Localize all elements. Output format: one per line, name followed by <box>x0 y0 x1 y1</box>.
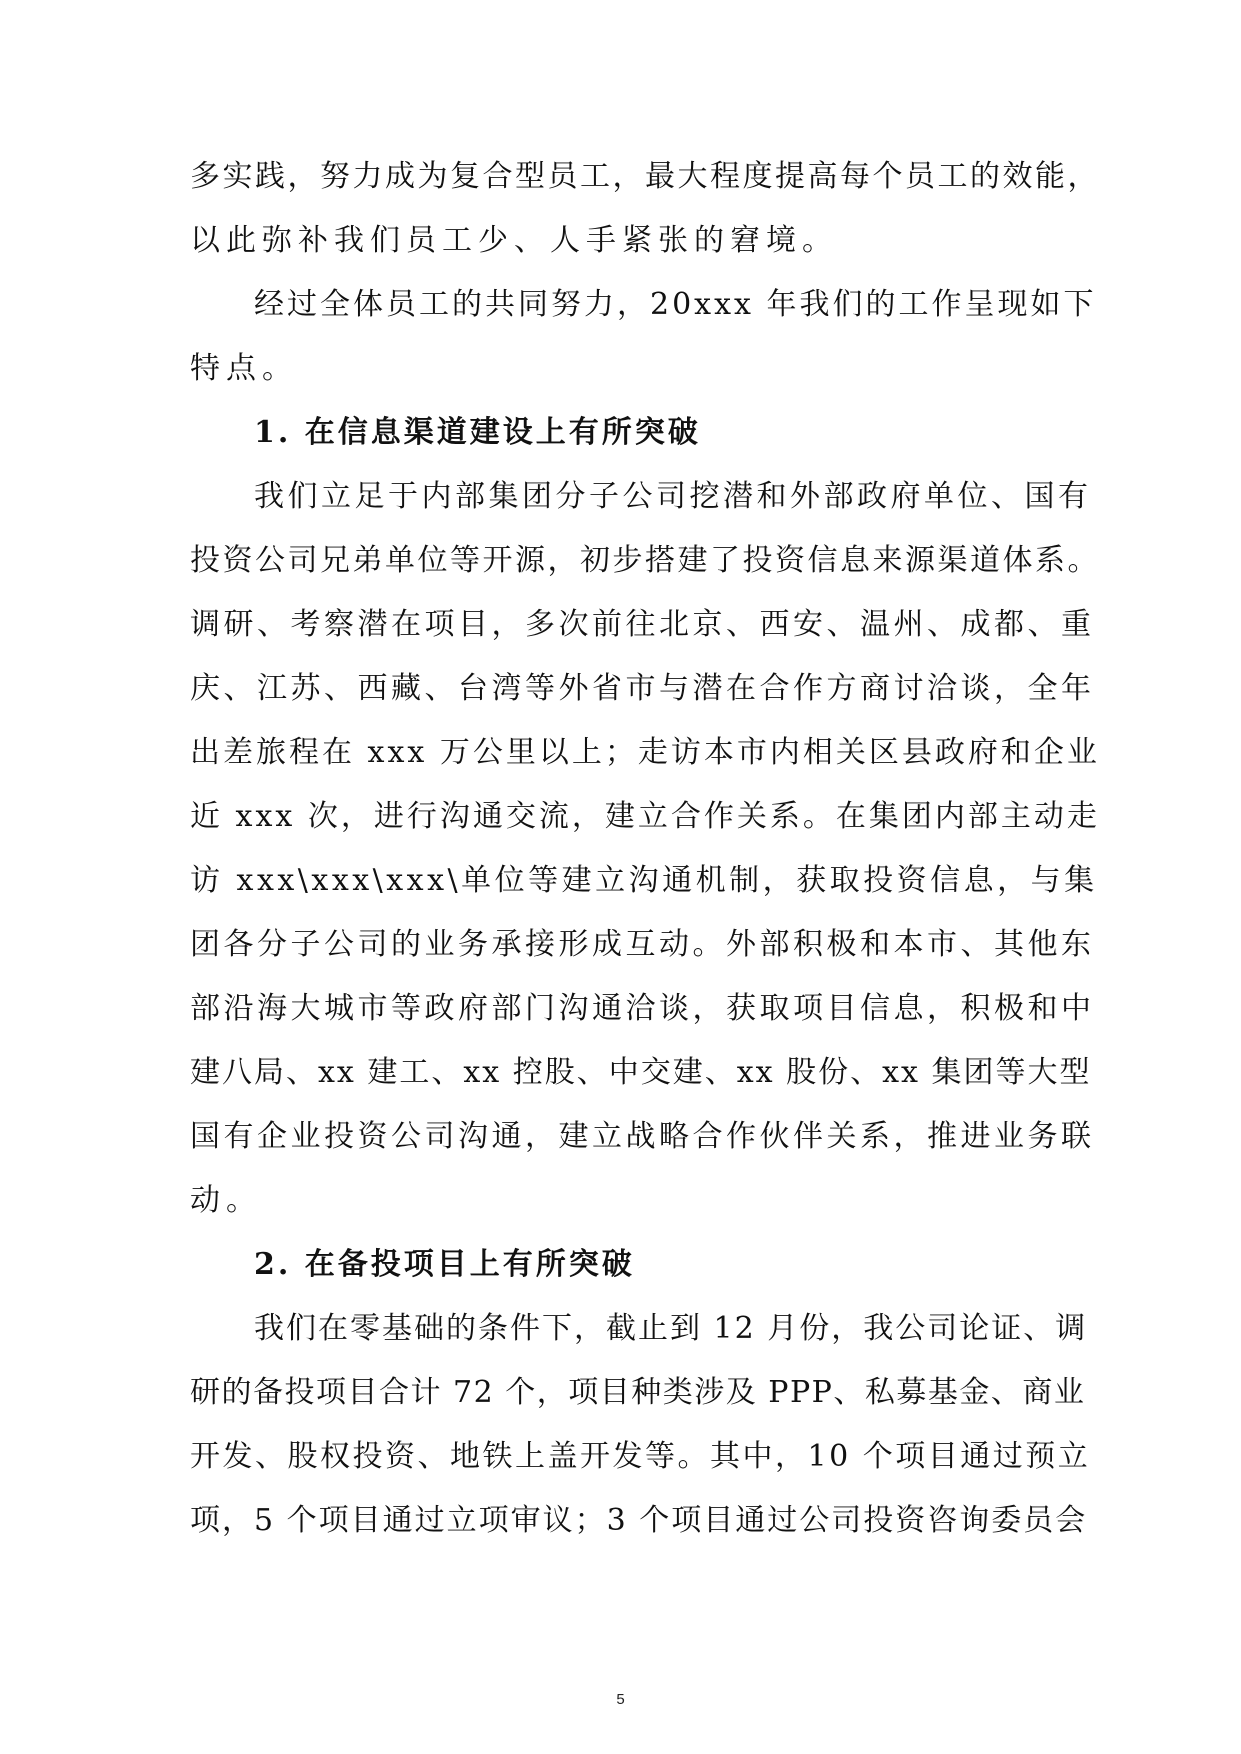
body-line: 研的备投项目合计 72 个，项目种类涉及 PPP、私募基金、商业 <box>190 1375 1086 1410</box>
body-line: 我们立足于内部集团分子公司挖潜和外部政府单位、国有 <box>254 479 1092 514</box>
body-line: 项，5 个项目通过立项审议；3 个项目通过公司投资咨询委员会 <box>190 1503 1088 1538</box>
body-line: 建八局、xx 建工、xx 控股、中交建、xx 股份、xx 集团等大型 <box>190 1055 1092 1090</box>
body-line: 部沿海大城市等政府部门沟通洽谈，获取项目信息，积极和中 <box>190 991 1095 1026</box>
body-line: 近 xxx 次，进行沟通交流，建立合作关系。在集团内部主动走 <box>190 799 1100 834</box>
section-heading-2: 2. 在备投项目上有所突破 <box>254 1247 635 1282</box>
body-line: 动。 <box>190 1183 262 1218</box>
body-line: 访 xxx\xxx\xxx\单位等建立沟通机制，获取投资信息，与集 <box>190 863 1098 898</box>
body-line: 多实践，努力成为复合型员工，最大程度提高每个员工的效能， <box>190 159 1100 194</box>
body-line: 投资公司兄弟单位等开源，初步搭建了投资信息来源渠道体系。 <box>190 543 1100 578</box>
page-number: 5 <box>616 1691 625 1708</box>
section-heading-1: 1. 在信息渠道建设上有所突破 <box>254 415 701 450</box>
body-line: 团各分子公司的业务承接形成互动。外部积极和本市、其他东 <box>190 927 1095 962</box>
body-line: 我们在零基础的条件下，截止到 12 月份，我公司论证、调 <box>254 1311 1088 1346</box>
body-line: 经过全体员工的共同努力，20xxx 年我们的工作呈现如下 <box>254 287 1097 322</box>
body-line: 庆、江苏、西藏、台湾等外省市与潜在合作方商讨洽谈，全年 <box>190 671 1095 706</box>
body-line: 出差旅程在 xxx 万公里以上；走访本市内相关区县政府和企业 <box>190 735 1100 770</box>
body-line: 国有企业投资公司沟通，建立战略合作伙伴关系，推进业务联 <box>190 1119 1095 1154</box>
body-line: 特点。 <box>190 351 298 386</box>
body-line: 调研、考察潜在项目，多次前往北京、西安、温州、成都、重 <box>190 607 1095 642</box>
body-line: 开发、股权投资、地铁上盖开发等。其中，10 个项目通过预立 <box>190 1439 1091 1474</box>
body-line: 以此弥补我们员工少、人手紧张的窘境。 <box>190 223 838 258</box>
